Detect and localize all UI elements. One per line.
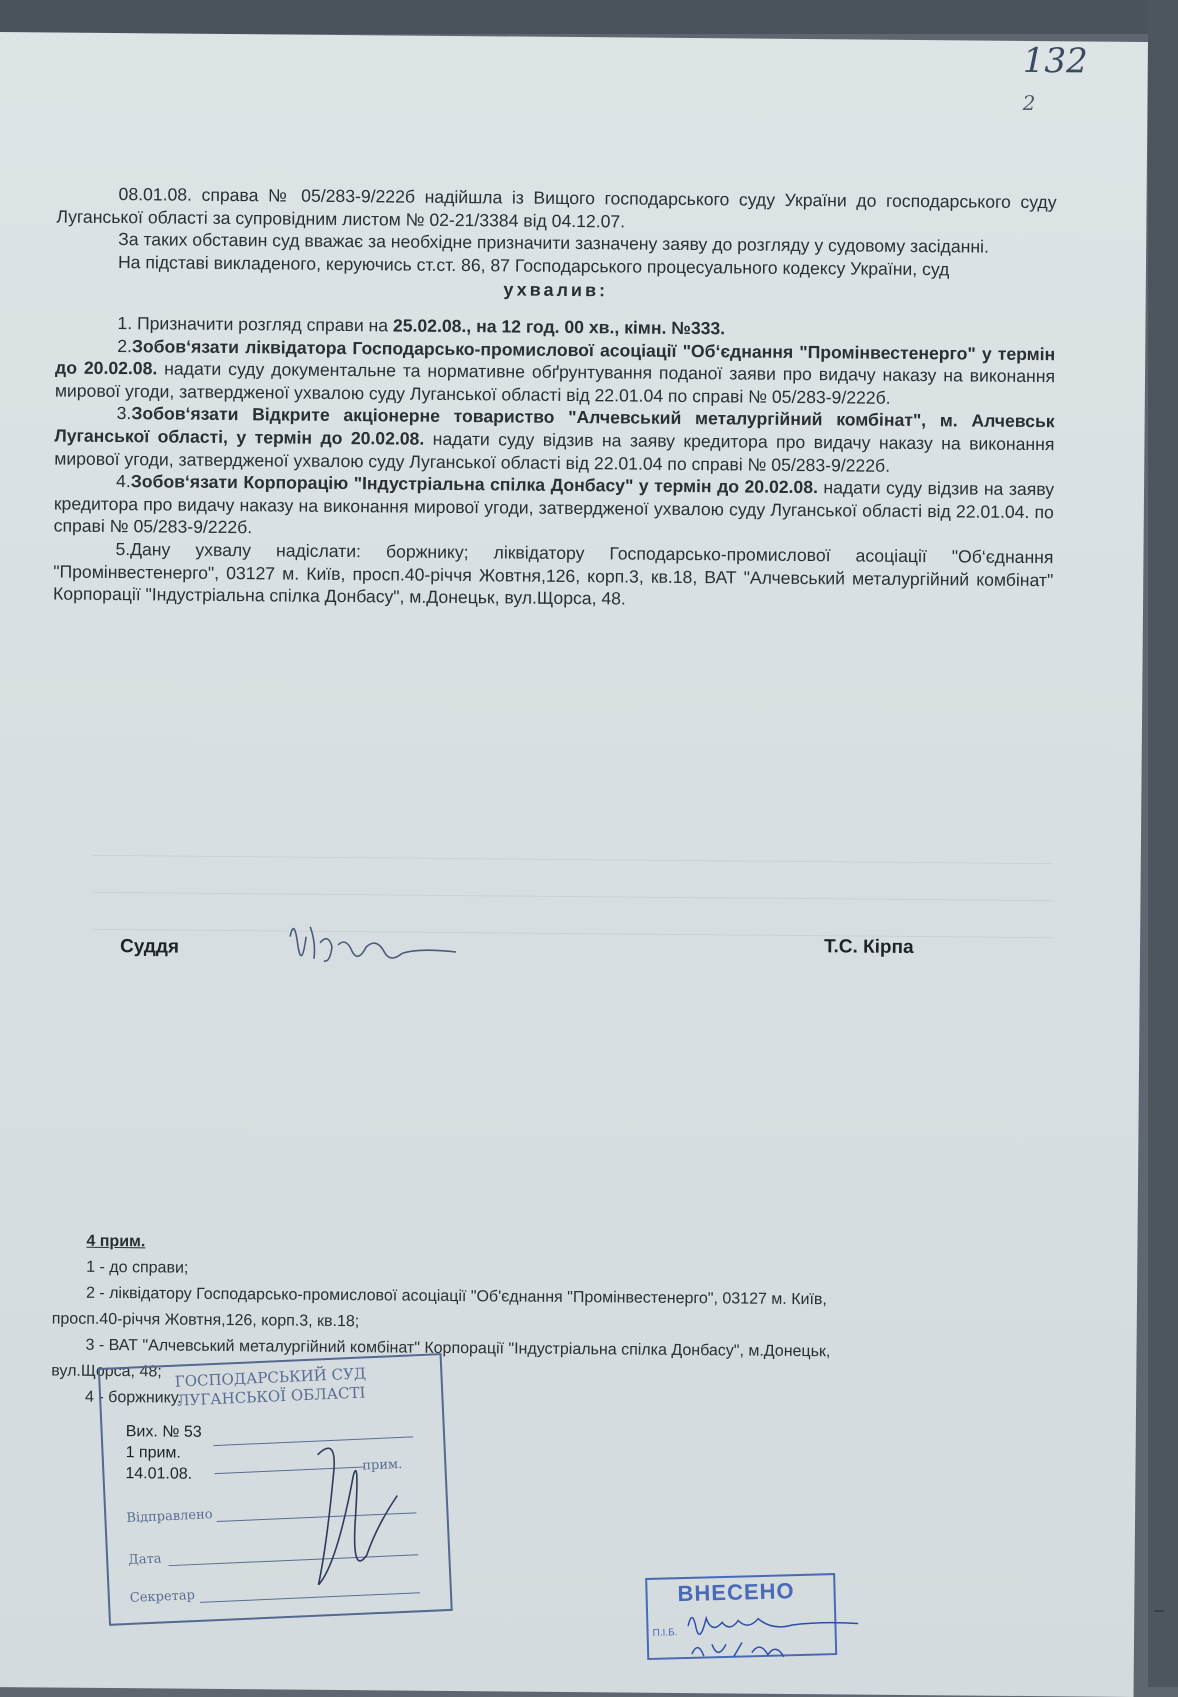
entry-stamp-pib: П.І.Б. bbox=[652, 1627, 678, 1639]
stamp-secretary-label: Секретар bbox=[129, 1588, 196, 1606]
entry-stamp-handwriting bbox=[682, 1604, 863, 1668]
handwritten-page-number: 132 bbox=[1022, 40, 1088, 82]
bleed-through-text bbox=[92, 833, 1053, 952]
stamp-line-1: ГОСПОДАРСЬКИЙ СУД bbox=[174, 1364, 367, 1391]
text-segment: надати суду відзив на заяву кредитора про видачу наказу на виконання мирової угоди, затвердженої ухвалою суду Луганської області від 22.01.04. по справі № 05/283-9/222б. bbox=[53, 477, 1055, 538]
stamp-signature bbox=[296, 1435, 407, 1596]
text-segment: 08.01.08. справа № 05/283-9/222б надійшла із Вищого господарського суду України до господарського суду Луганської області за супровідним листом № 02-21/3384 від 04.12.07. bbox=[56, 184, 1057, 232]
stamp-copies-label: прим. bbox=[362, 1456, 403, 1474]
stamp-line-2: ЛУГАНСЬКОЇ ОБЛАСТІ bbox=[176, 1383, 366, 1410]
document-page bbox=[0, 32, 1148, 1697]
bold-segment: Зобов‘язати ліквідатора Господарсько-промислової асоціації "Об‘єднання "Промінвестенерго" у термін до 20.02.08. bbox=[54, 335, 1056, 379]
notes-item-1: 1 - до справи; bbox=[86, 1258, 189, 1277]
notes-item-2: 2 - ліквідатору Господарсько-промислової асоціації "Об'єднання "Промінвестенерго", 03127 м. Київ, bbox=[85, 1284, 827, 1309]
notes-heading: 4 прим. bbox=[86, 1232, 146, 1251]
ruling-paragraph bbox=[54, 470, 1055, 547]
bold-segment: 25.02.08., на 12 год. 00 хв., кімн. №333. bbox=[392, 315, 726, 339]
text-segment: 2. bbox=[117, 335, 133, 356]
notes-item-3: 3 - ВАТ "Алчевський металургійний комбінат" Корпорації "Індустріальна спілка Донбасу", м.Донецьк, bbox=[85, 1336, 831, 1361]
stamp-filled-values bbox=[125, 1421, 201, 1485]
edge-mark bbox=[1154, 1610, 1164, 1612]
judge-name: Т.С. Кірпа bbox=[823, 936, 914, 959]
text-segment: 3. bbox=[116, 403, 132, 424]
notes-item-2-cont: просп.40-річчя Жовтня,126, корп.3, кв.18; bbox=[51, 1310, 360, 1331]
stamp-sent-label: Відправлено bbox=[126, 1507, 213, 1526]
scan-right-edge bbox=[1148, 0, 1178, 1687]
text-segment: На підставі викладеного, керуючись ст.ст. 86, 87 Господарського процесуального кодексу України, суд bbox=[117, 251, 950, 280]
ruling-paragraph bbox=[55, 334, 1056, 411]
text-segment: 5.Дану ухвалу надіслати: боржнику; ліквідатору Господарсько-промислової асоціації "Об‘єднання "Промінвестенерго", 03127 м. Київ, просп.40-річчя Жовтня,126, корп.3, кв.18, ВАТ "Алчевський металургійний комбінат" Корпорації "Індустріальна спілка Донбасу", м.Донецьк, вул.Щорса, 48. bbox=[53, 538, 1054, 609]
stamp-date-label: Дата bbox=[127, 1551, 162, 1568]
text-segment: надати суду відзив на заяву кредитора про видачу наказу на виконання мирової угоди, затвердженої ухвалою суду Луганської області від 22.01.04 по справі № 05/283-9/222б. bbox=[54, 428, 1055, 476]
entry-stamp-label: ВНЕСЕНО bbox=[677, 1578, 795, 1607]
text-segment: За таких обставин суд вважає за необхідне призначити зазначену заяву до розгляду у судовому засіданні. bbox=[118, 229, 989, 257]
notes-item-3-cont: вул.Щорса, 48; bbox=[51, 1362, 162, 1381]
outgoing-label: Вих. № bbox=[125, 1423, 180, 1441]
ruling-paragraph bbox=[54, 402, 1055, 479]
text-segment: 1. Призначити розгляд справи на bbox=[117, 313, 394, 336]
text-segment: 4. bbox=[115, 471, 131, 492]
judge-signature bbox=[280, 906, 461, 978]
bold-segment: Зобов‘язати Відкрите акціонерне товариство "Алчевський металургійний комбінат", м. Алчевськ Луганської області, у термін до 20.02.08. bbox=[54, 403, 1055, 449]
text-segment: ухвалив: bbox=[503, 279, 609, 301]
scan-top-edge bbox=[0, 0, 1178, 34]
bold-segment: Зобов‘язати Корпорацію "Індустріальна спілка Донбасу" у термін до 20.02.08. bbox=[130, 471, 819, 498]
ruling-paragraph bbox=[53, 537, 1054, 614]
stamp-date: 14.01.08. bbox=[125, 1465, 193, 1483]
stamp-copies: 1 прим. bbox=[125, 1444, 181, 1462]
ruling-body bbox=[53, 183, 1057, 614]
judge-label: Суддя bbox=[119, 936, 180, 958]
page-number: 2 bbox=[1022, 90, 1036, 116]
notes-item-4: 4 - боржнику. bbox=[85, 1388, 182, 1407]
outgoing-number: 53 bbox=[183, 1423, 202, 1441]
text-segment: надати суду документальне та нормативне обґрунтування поданої заяви про видачу наказу на виконання мирової угоди, затвердженої ухвалою суду Луганської області від 22.01.04 по справі № 05/283-9/222б. bbox=[54, 358, 1056, 408]
